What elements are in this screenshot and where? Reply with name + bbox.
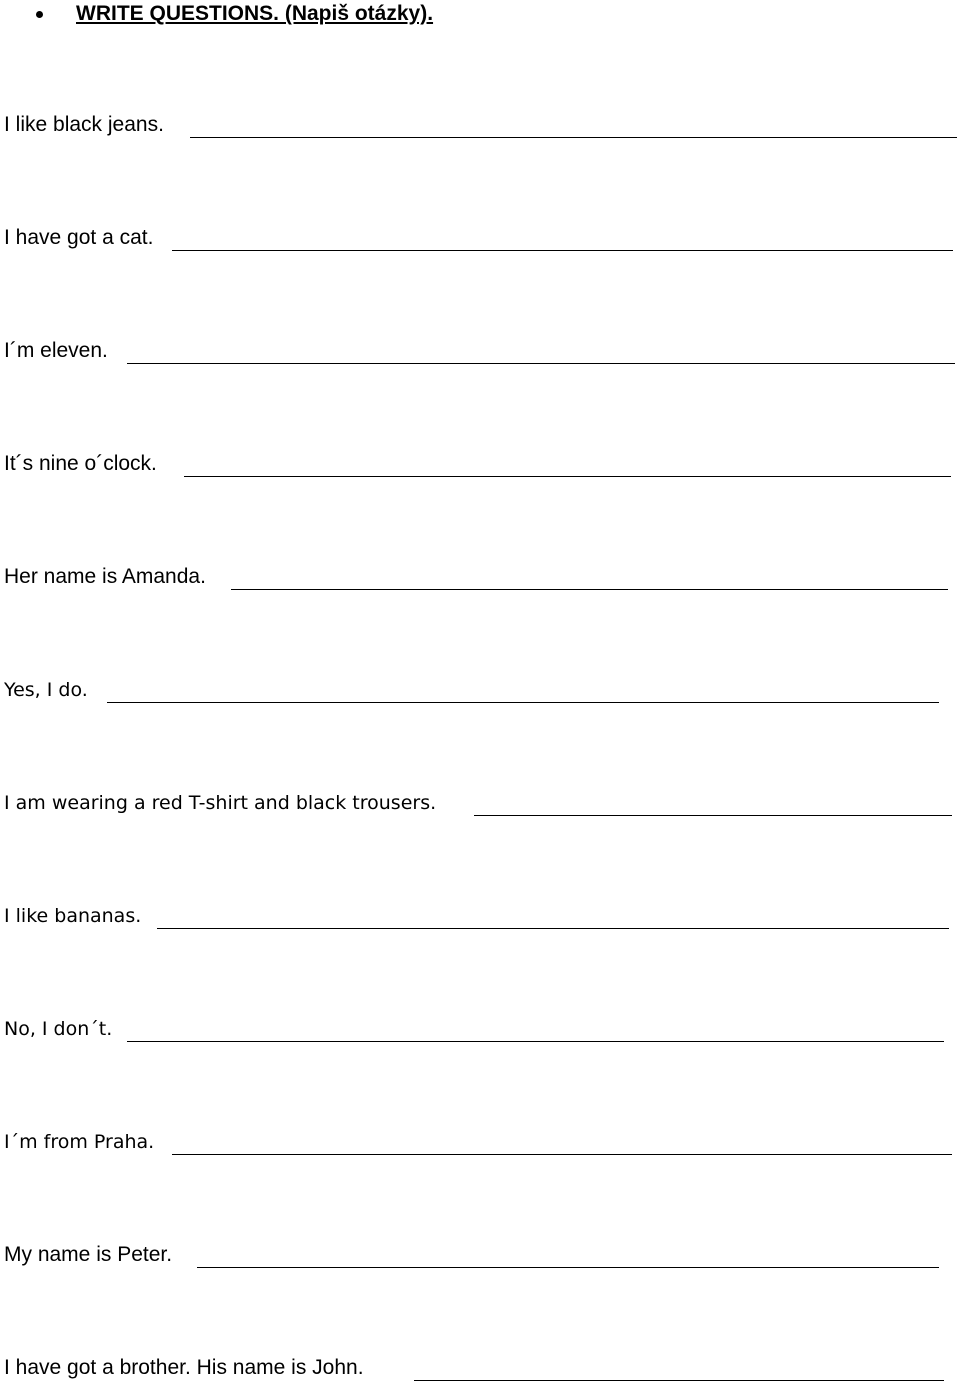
answer-blank[interactable] (127, 363, 955, 364)
list-item (0, 1127, 960, 1157)
list-item (0, 336, 960, 366)
answer-blank[interactable] (197, 1267, 939, 1268)
heading-text: WRITE QUESTIONS. (Napiš otázky). (76, 2, 434, 25)
item-prompt: I like bananas. (4, 905, 142, 927)
list-item (0, 562, 960, 592)
list-item (0, 901, 960, 931)
list-item (0, 449, 960, 479)
answer-blank[interactable] (157, 928, 949, 929)
item-prompt: I have got a cat. (4, 226, 154, 249)
answer-blank[interactable] (474, 815, 952, 816)
list-item (0, 223, 960, 253)
list-item (0, 788, 960, 818)
item-prompt: My name is Peter. (4, 1243, 173, 1266)
answer-blank[interactable] (414, 1380, 944, 1381)
list-item (0, 1353, 960, 1383)
item-prompt: I´m from Praha. (4, 1131, 155, 1153)
list-item (0, 110, 960, 140)
item-prompt: I´m eleven. (4, 339, 108, 362)
item-prompt: It´s nine o´clock. (4, 452, 157, 475)
item-prompt: I am wearing a red T-shirt and black trousers. (4, 792, 437, 814)
exercise-heading (36, 0, 433, 28)
item-prompt: Her name is Amanda. (4, 565, 206, 588)
item-prompt: Yes, I do. (4, 679, 88, 701)
answer-blank[interactable] (172, 250, 953, 251)
answer-blank[interactable] (231, 589, 948, 590)
item-prompt: I have got a brother. His name is John. (4, 1356, 364, 1379)
answer-blank[interactable] (172, 1154, 952, 1155)
answer-blank[interactable] (184, 476, 951, 477)
bullet-icon (36, 11, 43, 18)
item-prompt: I like black jeans. (4, 113, 164, 136)
list-item (0, 1240, 960, 1270)
list-item (0, 675, 960, 705)
answer-blank[interactable] (190, 137, 957, 138)
item-prompt: No, I don´t. (4, 1018, 113, 1040)
list-item (0, 1014, 960, 1044)
answer-blank[interactable] (127, 1041, 944, 1042)
answer-blank[interactable] (107, 702, 939, 703)
